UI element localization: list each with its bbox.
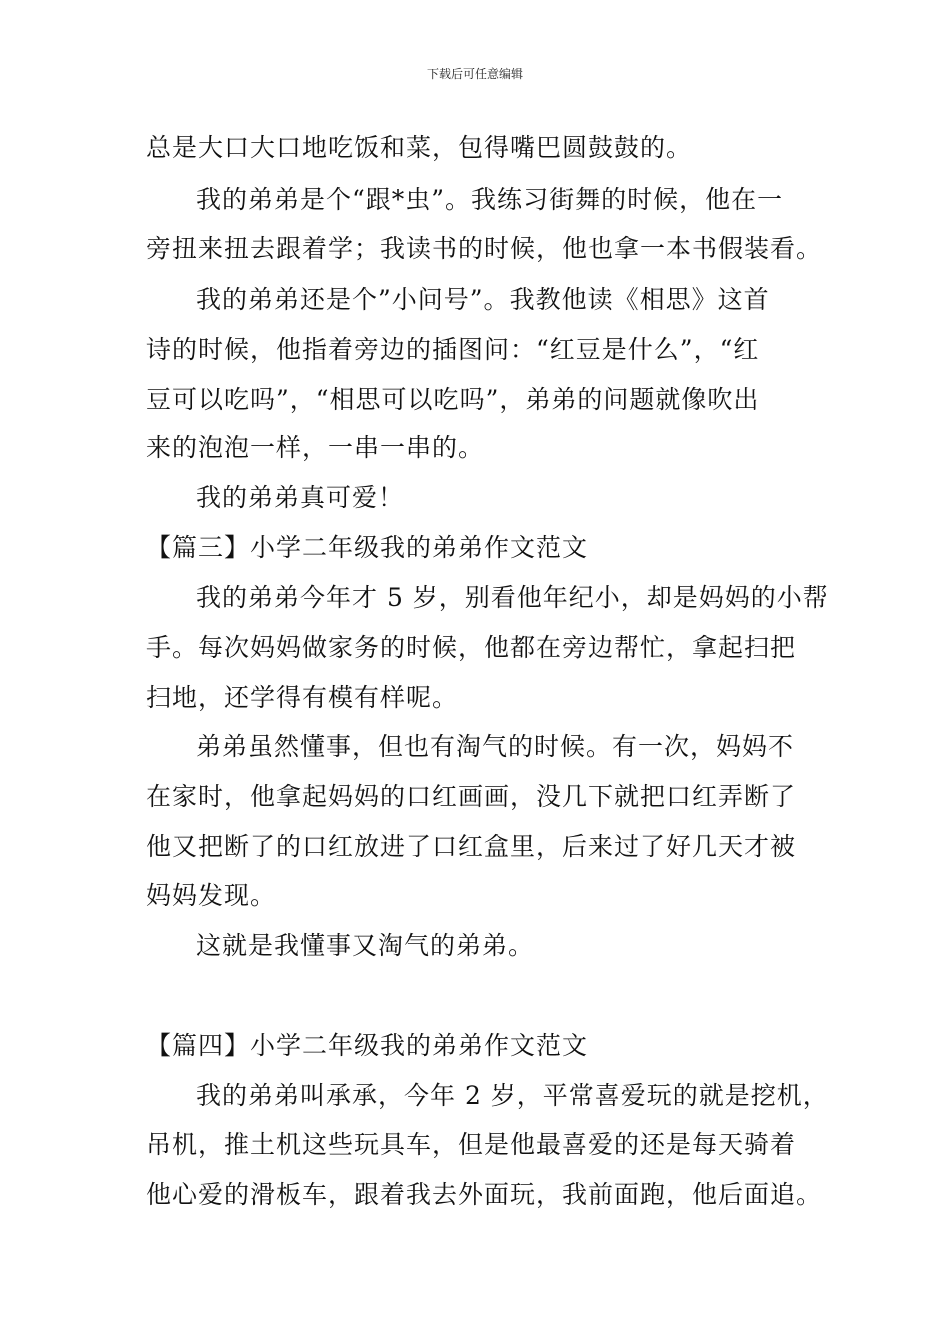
paragraph-start: 我的弟弟还是个”小问号”。我教他读《相思》这首 (196, 285, 770, 314)
text-line: 豆可以吃吗”，“相思可以吃吗”，弟弟的问题就像吹出 (146, 385, 760, 414)
text-line: 来的泡泡一样，一串一串的。 (146, 433, 485, 462)
text-line: 他又把断了的口红放进了口红盒里，后来过了好几天才被 (146, 832, 797, 861)
paragraph-start: 弟弟虽然懂事，但也有淘气的时候。有一次，妈妈不 (196, 732, 795, 761)
paragraph-start: 我的弟弟今年才 5 岁，别看他年纪小，却是妈妈的小帮 (196, 583, 829, 612)
text-line: 手。每次妈妈做家务的时候，他都在旁边帮忙，拿起扫把 (146, 633, 797, 662)
section-heading-3: 【篇三】小学二年级我的弟弟作文范文 (146, 533, 589, 562)
paragraph-start: 这就是我懂事又淘气的弟弟。 (196, 931, 535, 960)
paragraph-start: 我的弟弟是个“跟*虫”。我练习街舞的时候，他在一 (196, 185, 784, 214)
paragraph-start: 我的弟弟叫承承，今年 2 岁，平常喜爱玩的就是挖机， (196, 1081, 829, 1110)
text-line: 吊机，推土机这些玩具车，但是他最喜爱的还是每天骑着 (146, 1130, 797, 1159)
page-header: 下载后可任意编辑 (426, 67, 523, 81)
text-line: 在家时，他拿起妈妈的口红画画，没几下就把口红弄断了 (146, 782, 797, 811)
paragraph-start: 我的弟弟真可爱！ (196, 483, 405, 512)
text-line: 他心爱的滑板车，跟着我去外面玩，我前面跑，他后面追。 (146, 1180, 823, 1209)
section-heading-4: 【篇四】小学二年级我的弟弟作文范文 (146, 1031, 589, 1060)
text-line: 总是大口大口地吃饭和菜，包得嘴巴圆鼓鼓的。 (146, 133, 693, 162)
text-line: 诗的时候，他指着旁边的插图问：“红豆是什么”，“红 (146, 335, 760, 364)
text-line: 旁扭来扭去跟着学；我读书的时候，他也拿一本书假装看。 (146, 234, 823, 263)
text-line: 妈妈发现。 (146, 881, 277, 910)
text-line: 扫地，还学得有模有样呢。 (146, 683, 459, 712)
